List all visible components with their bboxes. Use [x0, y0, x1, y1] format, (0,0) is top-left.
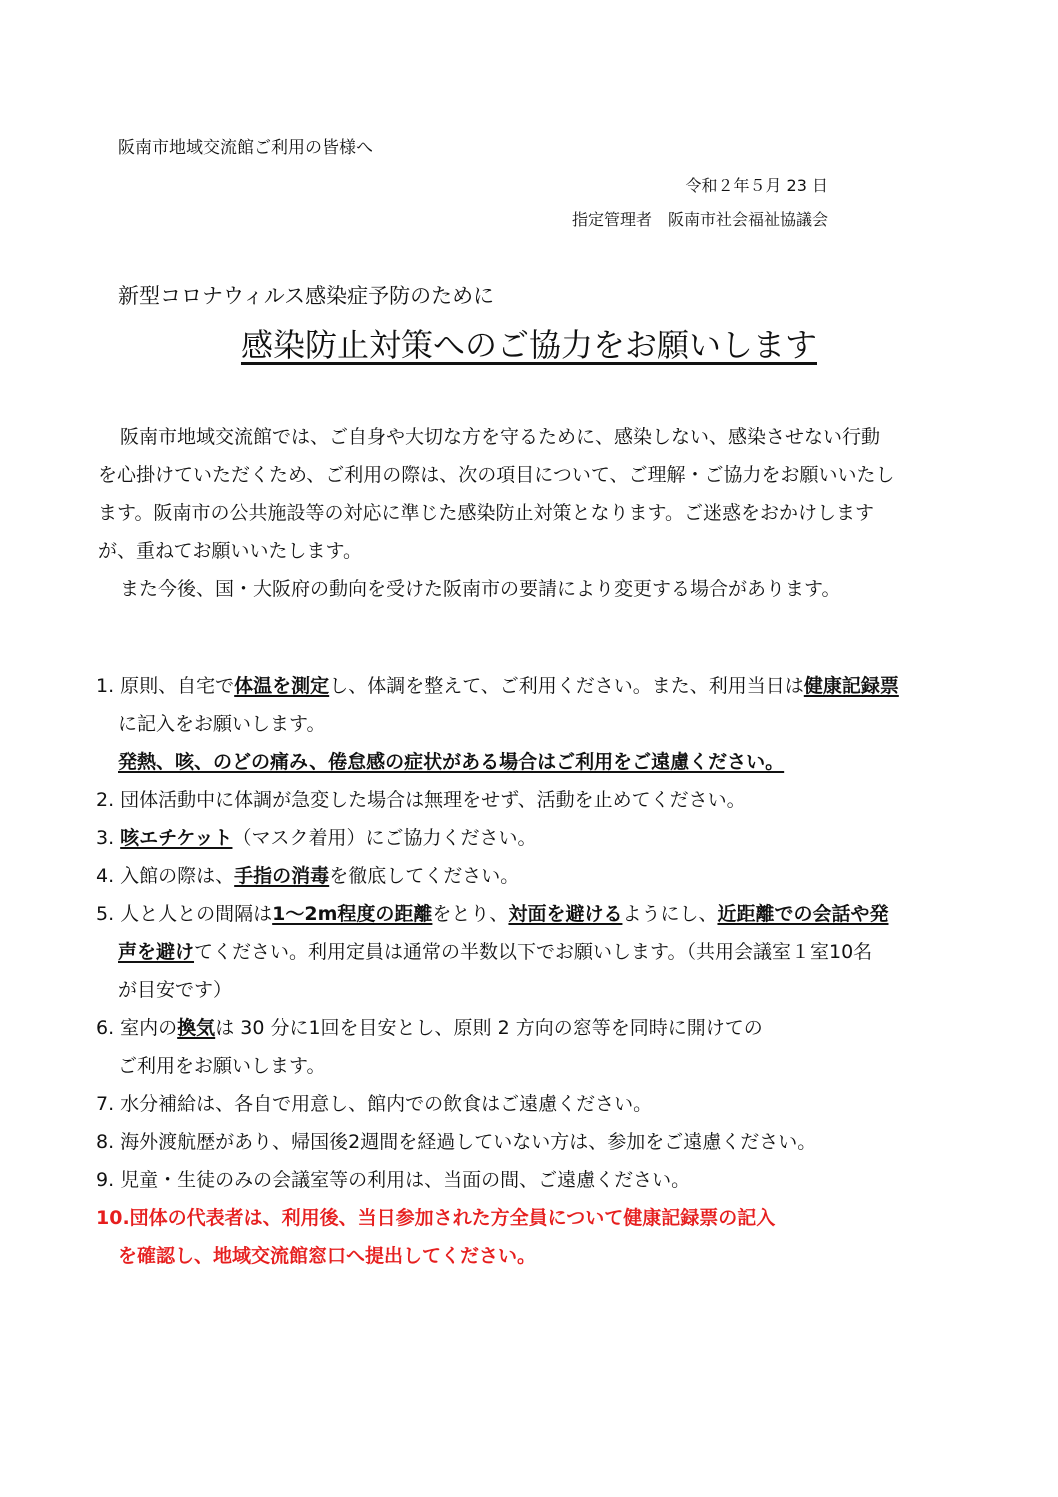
- list-item-highlight: 10.団体の代表者は、利用後、当日参加された方全員について健康記録票の記入: [96, 1207, 776, 1229]
- emphasis: 1～2m程度の距離: [272, 903, 433, 925]
- item-text: 4. 入館の際は、: [96, 865, 235, 887]
- list-item-continuation: を確認し、地域交流館窓口へ提出してください。: [118, 1245, 537, 1267]
- list-item-warning: [96, 743, 976, 781]
- subtitle: 新型コロナウィルス感染症予防のために: [118, 284, 495, 308]
- intro-line: また今後、国・大阪府の動向を受けた阪南市の要請により変更する場合があります。: [120, 578, 841, 600]
- emphasis: 声を避け: [118, 941, 195, 963]
- list-item: [96, 819, 976, 857]
- item-text: 6. 室内の: [96, 1017, 178, 1039]
- emphasis: 手指の消毒: [234, 865, 330, 887]
- issuer: 指定管理者 阪南市社会福祉協議会: [571, 210, 828, 229]
- emphasis: 咳エチケット: [120, 827, 233, 849]
- item-text: てください。利用定員は通常の半数以下でお願いします。（共用会議室１室10名: [194, 941, 873, 963]
- issue-date: 令和２年５月 23 日: [685, 176, 828, 195]
- item-text: ようにし、: [622, 903, 718, 925]
- list-item: 2. 団体活動中に体調が急変した場合は無理をせず、活動を止めてください。: [96, 789, 746, 811]
- item-text: 1. 原則、自宅で: [96, 675, 235, 697]
- emphasis: 対面を避ける: [508, 903, 623, 925]
- intro-paragraph: [98, 418, 978, 608]
- list-item: 9. 児童・生徒のみの会議室等の利用は、当面の間、ご遠慮ください。: [96, 1169, 691, 1191]
- item-text: （マスク着用）にご協力ください。: [232, 827, 537, 849]
- intro-line: を心掛けていただくため、ご利用の際は、次の項目について、ご理解・ご協力をお願いいたし: [98, 464, 895, 486]
- page-title: 感染防止対策へのご協力をお願いします: [240, 326, 817, 364]
- list-item: [96, 895, 976, 933]
- item-text: し、体調を整えて、ご利用ください。また、利用当日は: [329, 675, 804, 697]
- item-text: をとり、: [432, 903, 509, 925]
- emphasis: 換気: [177, 1017, 216, 1039]
- list-item: 7. 水分補給は、各自で用意し、館内での飲食はご遠慮ください。: [96, 1093, 653, 1115]
- emphasis: 健康記録票: [803, 675, 899, 697]
- item-text: は 30 分に1回を目安とし、原則 2 方向の窓等を同時に開けての: [215, 1017, 763, 1039]
- emphasis: 発熱、咳、のどの痛み、倦怠感の症状がある場合はご利用をご遠慮ください。: [118, 751, 785, 773]
- list-item: [96, 857, 976, 895]
- list-item-continuation: ご利用をお願いします。: [118, 1055, 326, 1077]
- emphasis: 近距離での会話や発: [717, 903, 889, 925]
- item-text: を徹底してください。: [329, 865, 520, 887]
- list-item-continuation: に記入をお願いします。: [118, 713, 326, 735]
- list-item-continuation: が目安です）: [118, 979, 233, 1001]
- item-text: 3.: [96, 827, 121, 849]
- intro-line: が、重ねてお願いいたします。: [98, 540, 363, 562]
- list-item: [96, 667, 976, 705]
- list-item: [96, 1009, 976, 1047]
- list-item-continuation: [96, 933, 976, 971]
- addressee: 阪南市地域交流館ご利用の皆様へ: [118, 138, 373, 158]
- item-text: 5. 人と人との間隔は: [96, 903, 273, 925]
- emphasis: 体温を測定: [234, 675, 330, 697]
- intro-line: 阪南市地域交流館では、ご自身や大切な方を守るために、感染しない、感染させない行動: [120, 426, 881, 448]
- intro-line: ます。阪南市の公共施設等の対応に準じた感染防止対策となります。ご迷惑をおかけします: [98, 502, 874, 524]
- list-item: 8. 海外渡航歴があり、帰国後2週間を経過していない方は、参加をご遠慮ください。: [96, 1131, 817, 1153]
- rules-list: [96, 667, 976, 1275]
